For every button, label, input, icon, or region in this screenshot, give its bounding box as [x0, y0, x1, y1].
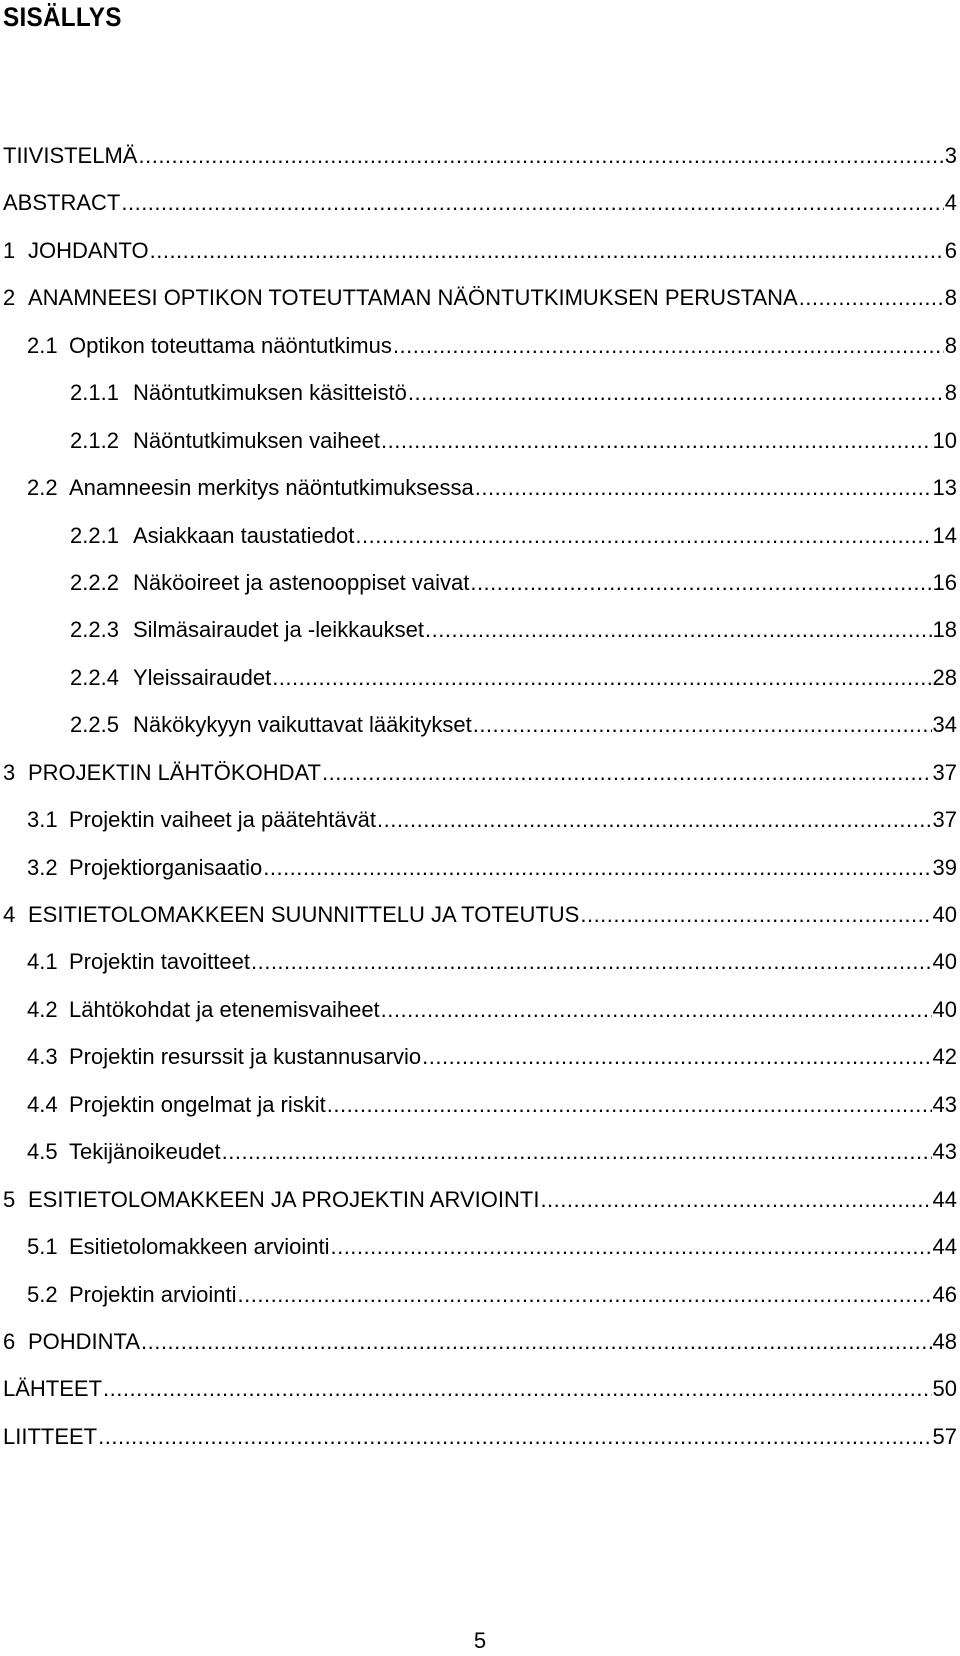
toc-entry-title: Projektin arviointi: [69, 1281, 237, 1307]
toc-entry-title: Näöntutkimuksen käsitteistö: [133, 380, 407, 406]
toc-entry-page: 28: [932, 664, 957, 690]
toc-entry[interactable]: [0, 615, 960, 662]
toc-dot-leader: [381, 995, 932, 1025]
toc-entry[interactable]: [0, 1090, 960, 1137]
toc-dot-leader: [377, 805, 932, 835]
toc-entry-page: 44: [932, 1186, 957, 1212]
toc-entry-number: 3: [3, 759, 16, 785]
toc-entry-number: 4.3: [27, 1044, 58, 1070]
toc-entry[interactable]: [0, 283, 960, 330]
toc-entry-page: 8: [944, 380, 957, 406]
toc-dot-leader: [381, 426, 931, 456]
toc-entry[interactable]: [0, 663, 960, 710]
toc-entry-page: 42: [932, 1044, 957, 1070]
toc-entry-title: ABSTRACT: [3, 190, 121, 216]
toc-entry[interactable]: [0, 1327, 960, 1374]
toc-entry-page: 16: [932, 569, 957, 595]
toc-entry[interactable]: [0, 141, 960, 188]
toc-entry-page: 40: [932, 949, 957, 975]
toc-entry-title: Yleissairaudet: [133, 664, 272, 690]
toc-entry-number: 2.2: [27, 475, 58, 501]
toc-dot-leader: [393, 331, 944, 361]
table-of-contents: [0, 141, 960, 1469]
toc-entry-page: 43: [932, 1091, 957, 1117]
toc-entry-number: 2.2.2: [70, 569, 119, 595]
toc-entry[interactable]: [0, 331, 960, 378]
toc-entry-title: Näöntutkimuksen vaiheet: [133, 427, 381, 453]
toc-dot-leader: [330, 1232, 931, 1262]
toc-entry-page: 39: [932, 854, 957, 880]
toc-dot-leader: [98, 1422, 931, 1452]
toc-entry[interactable]: [0, 710, 960, 757]
toc-entry[interactable]: [0, 758, 960, 805]
toc-entry-title: TIIVISTELMÄ: [3, 143, 138, 168]
toc-entry-title: ESITIETOLOMAKKEEN SUUNNITTELU JA TOTEUTUS: [28, 902, 580, 927]
toc-dot-leader: [141, 1327, 931, 1357]
toc-dot-leader: [422, 1042, 931, 1072]
toc-entry[interactable]: [0, 521, 960, 568]
toc-entry-number: 5: [3, 1186, 16, 1212]
toc-dot-leader: [121, 188, 943, 218]
toc-entry-page: 44: [932, 1234, 957, 1260]
toc-entry[interactable]: [0, 473, 960, 520]
toc-entry-title: Näkökykyyn vaikuttavat lääkitykset: [133, 712, 472, 738]
toc-dot-leader: [103, 1374, 931, 1404]
toc-entry-page: 13: [932, 475, 957, 501]
toc-entry[interactable]: [0, 995, 960, 1042]
toc-entry-number: 2.1: [27, 332, 58, 358]
toc-entry[interactable]: [0, 236, 960, 283]
toc-dot-leader: [272, 663, 931, 693]
toc-entry-page: 37: [932, 759, 957, 785]
toc-entry-page: 6: [944, 237, 957, 263]
toc-entry[interactable]: [0, 805, 960, 852]
toc-dot-leader: [425, 615, 931, 645]
toc-entry[interactable]: [0, 853, 960, 900]
toc-entry-number: 2.2.4: [70, 664, 119, 690]
toc-entry-number: 2.2.3: [70, 617, 119, 643]
toc-entry-number: 2.1.1: [70, 380, 119, 406]
toc-dot-leader: [150, 236, 944, 266]
toc-dot-leader: [473, 710, 932, 740]
toc-entry[interactable]: [0, 568, 960, 615]
toc-entry[interactable]: [0, 378, 960, 425]
toc-entry[interactable]: [0, 188, 960, 235]
toc-dot-leader: [327, 1090, 932, 1120]
toc-entry-number: 4.4: [27, 1091, 58, 1117]
toc-entry[interactable]: [0, 1042, 960, 1089]
toc-entry-title: POHDINTA: [28, 1328, 141, 1354]
toc-entry[interactable]: [0, 1422, 960, 1469]
toc-dot-leader: [138, 141, 943, 171]
toc-entry-title: ESITIETOLOMAKKEEN JA PROJEKTIN ARVIOINTI: [28, 1186, 540, 1212]
toc-entry-title: Anamneesin merkitys näöntutkimuksessa: [69, 475, 474, 501]
toc-dot-leader: [355, 521, 931, 551]
toc-entry-page: 37: [932, 807, 957, 833]
toc-dot-leader: [799, 283, 944, 313]
toc-entry[interactable]: [0, 1185, 960, 1232]
toc-dot-leader: [251, 947, 932, 977]
toc-entry[interactable]: [0, 900, 960, 947]
toc-entry-number: 4.5: [27, 1139, 58, 1165]
toc-entry-title: LIITTEET: [3, 1423, 98, 1449]
toc-entry-number: 4.2: [27, 996, 58, 1022]
toc-dot-leader: [580, 900, 931, 930]
toc-entry-page: 46: [932, 1281, 957, 1307]
toc-entry-page: 50: [932, 1376, 957, 1402]
toc-entry-number: 5.1: [27, 1234, 58, 1260]
toc-entry-title: Lähtökohdat ja etenemisvaiheet: [69, 996, 380, 1022]
toc-entry-title: Projektin vaiheet ja päätehtävät: [69, 807, 376, 833]
toc-entry[interactable]: [0, 947, 960, 994]
toc-dot-leader: [408, 378, 944, 408]
toc-entry-number: 6: [3, 1328, 16, 1354]
toc-entry-title: PROJEKTIN LÄHTÖKOHDAT: [28, 759, 321, 785]
toc-entry-number: 5.2: [27, 1281, 58, 1307]
toc-entry-number: 1: [3, 237, 16, 263]
toc-dot-leader: [475, 473, 932, 503]
toc-entry-title: Projektin resurssit ja kustannusarvio: [69, 1044, 422, 1070]
toc-entry-title: Silmäsairaudet ja -leikkaukset: [133, 617, 425, 643]
toc-entry-title: Projektiorganisaatio: [69, 854, 263, 880]
toc-entry-title: Projektin tavoitteet: [69, 949, 250, 975]
toc-dot-leader: [238, 1280, 932, 1310]
toc-entry-page: 8: [944, 285, 957, 311]
toc-dot-leader: [222, 1137, 932, 1167]
toc-entry-page: 48: [932, 1328, 957, 1354]
toc-entry-number: 2: [3, 285, 16, 311]
toc-entry-number: 3.1: [27, 807, 58, 833]
toc-entry-page: 40: [932, 996, 957, 1022]
toc-entry-title: Asiakkaan taustatiedot: [133, 522, 355, 548]
toc-entry-page: 40: [932, 902, 957, 927]
toc-entry-page: 34: [932, 712, 957, 738]
toc-entry[interactable]: [0, 1137, 960, 1184]
toc-dot-leader: [322, 758, 932, 788]
toc-entry-title: Optikon toteuttama näöntutkimus: [69, 332, 392, 358]
toc-dot-leader: [263, 853, 931, 883]
toc-entry-number: 2.2.5: [70, 712, 119, 738]
toc-entry-number: 3.2: [27, 854, 58, 880]
toc-entry-page: 4: [944, 190, 957, 216]
toc-entry-title: Esitietolomakkeen arviointi: [69, 1234, 330, 1260]
toc-entry-page: 57: [932, 1423, 957, 1449]
toc-entry-page: 3: [944, 143, 957, 168]
toc-entry-title: ANAMNEESI OPTIKON TOTEUTTAMAN NÄÖNTUTKIMUKSEN PERUSTANA: [28, 285, 798, 311]
toc-entry-number: 4.1: [27, 949, 58, 975]
toc-entry-number: 4: [3, 902, 16, 927]
toc-entry[interactable]: [0, 426, 960, 473]
toc-entry-page: 43: [932, 1139, 957, 1165]
toc-dot-leader: [470, 568, 931, 598]
toc-entry[interactable]: [0, 1232, 960, 1279]
toc-entry-title: Projektin ongelmat ja riskit: [69, 1091, 326, 1117]
toc-entry-title: JOHDANTO: [28, 237, 149, 263]
toc-entry-title: Näköoireet ja astenooppiset vaivat: [133, 569, 470, 595]
toc-entry-title: Tekijänoikeudet: [69, 1139, 221, 1165]
toc-entry[interactable]: [0, 1280, 960, 1327]
page-number: 5: [473, 1628, 487, 1653]
toc-entry-number: 2.1.2: [70, 427, 119, 453]
toc-entry-page: 18: [932, 617, 957, 643]
toc-entry-page: 14: [932, 522, 957, 548]
toc-dot-leader: [540, 1185, 931, 1215]
toc-entry[interactable]: [0, 1374, 960, 1421]
toc-entry-page: 10: [932, 427, 957, 453]
toc-entry-page: 8: [944, 332, 957, 358]
page-title: SISÄLLYS: [3, 2, 122, 32]
toc-entry-number: 2.2.1: [70, 522, 119, 548]
toc-entry-title: LÄHTEET: [3, 1376, 103, 1402]
